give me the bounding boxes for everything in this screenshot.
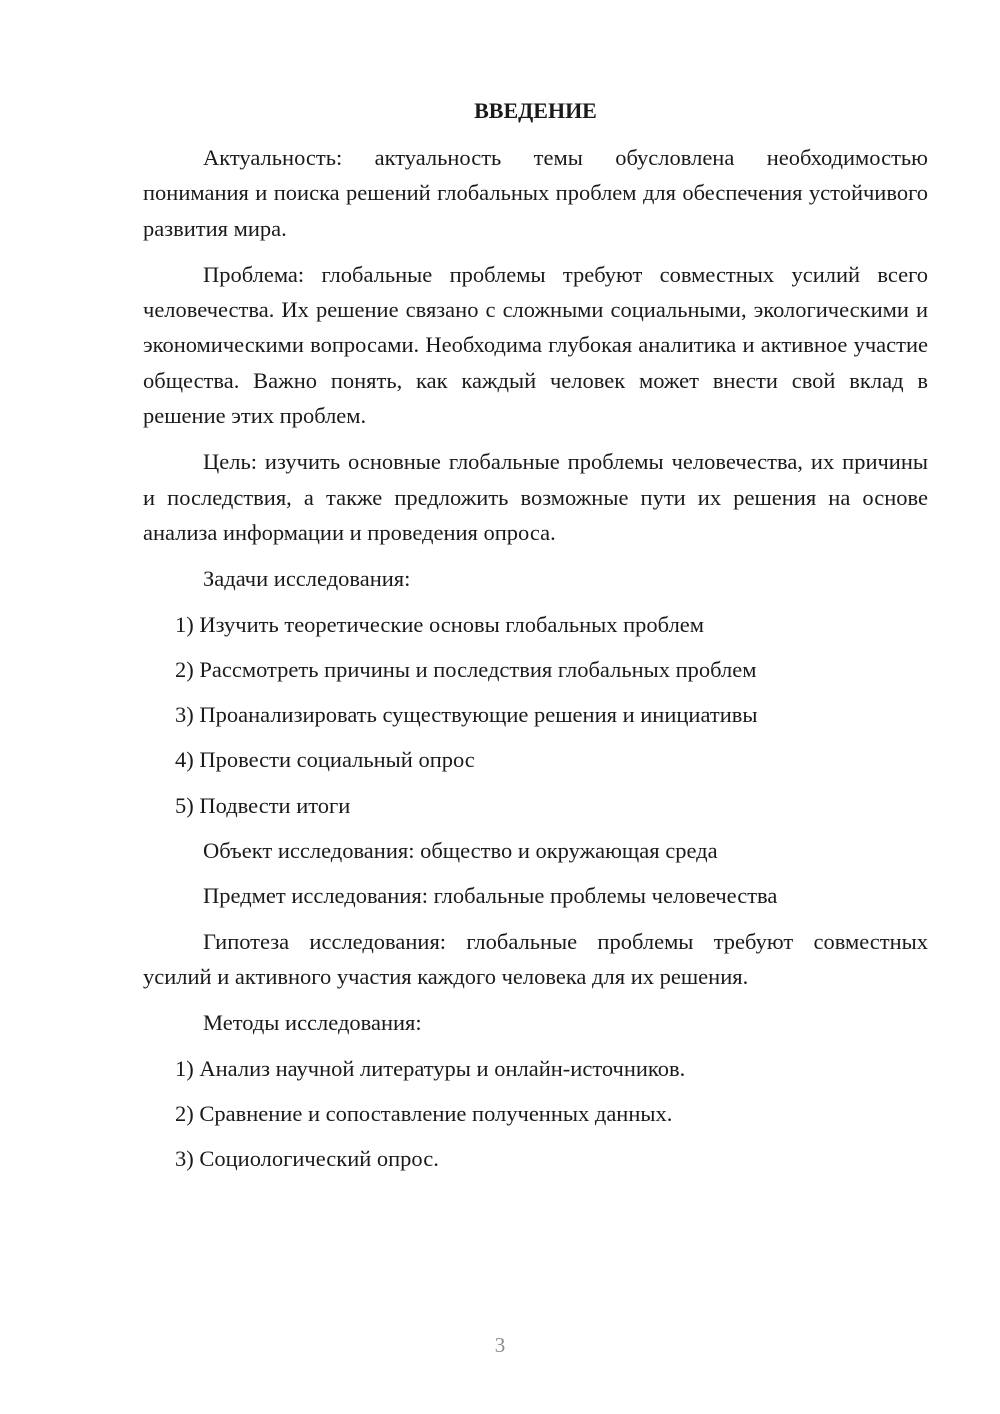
task-item: 5) Подвести итоги xyxy=(175,792,351,818)
task-item: 1) Изучить теоретические основы глобальных проблем xyxy=(175,611,705,637)
task-item: 3) Проанализировать существующие решения и инициативы xyxy=(175,702,758,728)
relevance-paragraph: Актуальность: актуальность темы обусловлена необходимостью понимания и поиска решений глобальных проблем для обеспечения устойчивого развития мира. xyxy=(143,145,928,241)
tasks-heading: Задачи исследования: xyxy=(203,566,411,592)
task-item: 4) Провести социальный опрос xyxy=(175,747,475,773)
problem-paragraph: Проблема: глобальные проблемы требуют совместных усилий всего человечества. Их решение связано с сложными социальными, экологическими и экономическими вопросами. Необходима глубокая аналитика и активное участие общества. Важно понять, как каждый человек может внести свой вклад в решение этих проблем. xyxy=(143,261,928,429)
page-title: ВВЕДЕНИЕ xyxy=(474,98,597,123)
goal-paragraph: Цель: изучить основные глобальные проблемы человечества, их причины и последствия, а также предложить возможные пути их решения на основе анализа информации и проведения опроса. xyxy=(143,449,928,545)
hypothesis-paragraph: Гипотеза исследования: глобальные проблемы требуют совместных усилий и активного участия каждого человека для их решения. xyxy=(143,928,928,989)
task-item: 2) Рассмотреть причины и последствия глобальных проблем xyxy=(175,656,757,682)
method-item: 2) Сравнение и сопоставление полученных данных. xyxy=(175,1100,673,1126)
method-item: 3) Социологический опрос. xyxy=(175,1146,439,1172)
methods-heading: Методы исследования: xyxy=(203,1010,422,1036)
research-object: Объект исследования: общество и окружающая среда xyxy=(203,838,718,864)
method-item: 1) Анализ научной литературы и онлайн-источников. xyxy=(175,1055,686,1081)
research-subject: Предмет исследования: глобальные проблемы человечества xyxy=(203,883,778,909)
page-content xyxy=(143,96,928,1186)
page-number: 3 xyxy=(494,1333,506,1357)
